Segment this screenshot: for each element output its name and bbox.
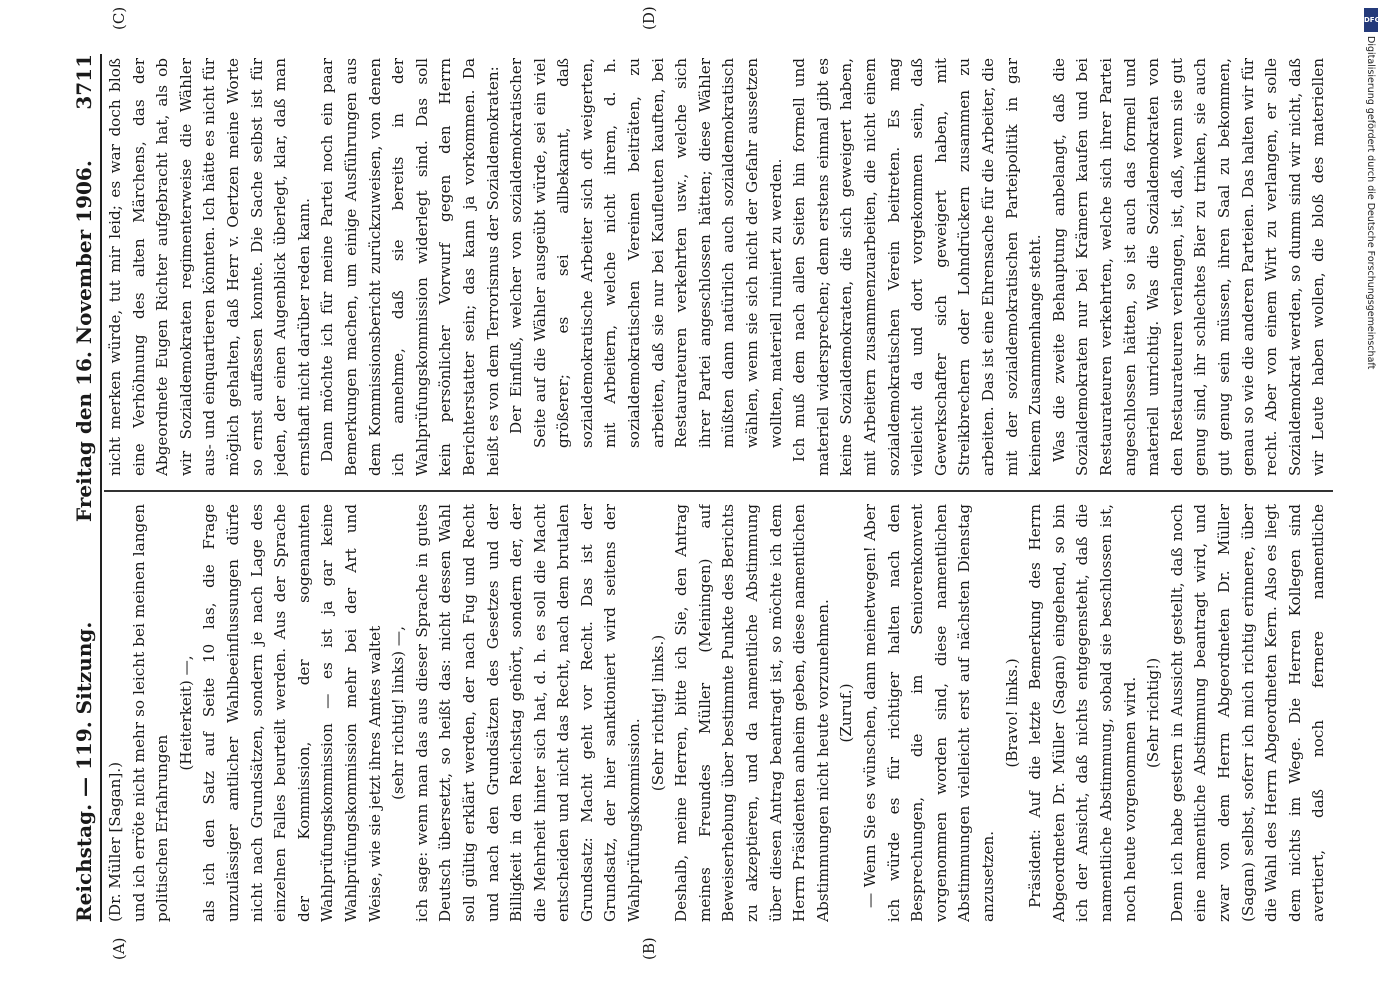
paragraph: Was die zweite Behauptung anbelangt, daß die Sozialdemokraten nur bei Krämern kaufen und bei Restaurateuren verkehrten, welche sich ihrer Partei angeschlossen hätten, so ist auch das formell und materiell unrichtig. Was die Sozialdemokraten von den Restaurateuren verlangen, ist, daß, wenn sie gut genug sind, ihr schlechtes Bier zu trinken, sie auch gut genug sein müssen, ihren Saal zu bekommen, genau so wie die anderen Parteien. Das halten wir für recht. Aber von einem Wirt zu verlangen, er solle Sozialdemokrat werden, so dumm sind wir nicht, daß wir Leute haben wollen, die bloß des materiellen — [1049, 58, 1328, 476]
header-rule — [100, 54, 102, 922]
interjection: (Sehr richtig! links.) — [648, 634, 667, 792]
column-divider — [104, 491, 1333, 493]
paragraph: — Wenn Sie es wünschen, dann meinetwegen! Aber ich würde es für richtiger halten nach den Besprechungen, die im Seniorenkonvent vorgenommen worden sind, diese namentlichen Abstimmungen vielleicht erst auf nächsten Dienstag anzusetzen. — [861, 504, 997, 922]
margin-mark-a: (A) — [110, 937, 128, 960]
dfg-logo: DFG — [1364, 8, 1378, 32]
interjection: (Zuruf.) — [837, 683, 856, 743]
interjection: (sehr richtig! links) —, — [389, 626, 408, 800]
header-date: Freitag den 16. November 1906. — [72, 160, 96, 522]
digitization-credit — [1362, 36, 1378, 736]
page-header — [72, 54, 96, 922]
paragraph: Deshalb, meine Herren, bitte ich Sie, den Antrag meines Freundes Müller (Meiningen) auf Beweiserhebung über bestimmte Punkte des Berichts zu akzeptieren, und da namentliche Abstimmung über diesen Antrag beantragt ist, so möchte ich dem Herrn Präsidenten anheim geben, diese namentlichen Abstimmungen nicht heute vorzunehmen. — [672, 504, 832, 922]
margin-mark-b: (B) — [640, 937, 658, 960]
page-number: 3711 — [72, 54, 96, 110]
margin-mark-d: (D) — [640, 6, 658, 30]
speaker-continuation: (Dr. Müller [Sagan].) — [106, 761, 124, 922]
margin-mark-c: (C) — [110, 6, 128, 30]
paragraph: nicht merken würde, tut mir leid; es war doch bloß eine Verhöhnung des alten Märchens, das der Abgeordnete Eugen Richter aufgebracht hat, als ob wir Sozialdemokraten regimenterweise die Wähler aus- und einquartieren könnten. Ich hätte es nicht für möglich gehalten, daß Herr v. Oertzen meine Worte so ernst auffassen konnte. Die Sache selbst ist für jeden, der einen Augenblick überlegt, klar, daß man ernsthaft nicht darüber reden kann. — [106, 58, 313, 476]
paragraph: Ich muß dem nach allen Seiten hin formell und materiell widersprechen; denn erstens einmal gibt es keine Sozialdemokraten, die sich geweigert haben, mit Arbeitern zusammenzuarbeiten, die nicht einem sozialdemokratischen Verein beitreten. Es mag vielleicht da und dort vorgekommen sein, daß Gewerkschafter sich geweigert haben, mit Streikbrechern oder Lohndrückern zusammen zu arbeiten. Das ist eine Ehrensache für die Arbeiter, die mit der sozialdemokratischen Parteipolitik in gar keinem Zusammenhange steht. — [790, 58, 1045, 476]
quoted-report: Der Einfluß, welcher von sozialdemokratischer Seite auf die Wähler ausgeübt würde, sei ein viel größerer; es sei allbekannt, daß sozialdemokratische Arbeiter sich oft weigerten, mit Arbeitern, welche nicht ihrem, d. h. sozialdemokratischen Vereinen beiträten, zu arbeiten, daß sie nur bei Kaufleuten kauften, bei Restaurateuren verkehrten usw., welche sich ihrer Partei angeschlossen hätten; diese Wähler müßten dann natürlich auch sozialdemokratisch wählen, wenn sie sich nicht der Gefahr aussetzen wollten, materiell ruiniert zu werden. — [507, 58, 785, 448]
paragraph: und ich erröte nicht mehr so leicht bei meinen langen politischen Erfahrungen — [129, 504, 172, 922]
text-column-right — [104, 58, 1333, 476]
paragraph: ich sage: wenn man das aus dieser Sprache in gutes Deutsch übersetzt, so heißt das: nicht dessen Wahl soll gültig erklärt werden, der nach Fug und Recht und nach den Grundsätzen des Gesetzes und der Billigkeit in den Reichstag gehört, sondern der, der die Mehrheit hinter sich hat, d. h. es soll die Macht entscheiden und nicht das Recht, nach dem brutalen Grundsatz: Macht geht vor Recht. Das ist der Grundsatz, der hier sanktioniert wird seitens der Wahlprüfungskommission. — [412, 504, 644, 922]
interjection: (Heiterkeit) —, — [176, 655, 195, 771]
interjection: (Bravo! links.) — [1002, 658, 1021, 768]
paragraph: als ich den Satz auf Seite 10 las, die Frage unzulässiger amtlicher Wahlbeeinflussungen dürfe nicht nach Grundsätzen, sondern je nach Lage des einzelnen Falles beurteilt werden. Aus der Sprache der Kommission, der sogenannten Wahlprüfungskommission — es ist ja gar keine Wahlprüfungskommission mehr bei der Art und Weise, wie sie jetzt ihres Amtes waltet — [200, 504, 384, 922]
paragraph: Denn ich habe gestern in Aussicht gestellt, daß noch eine namentliche Abstimmung beantragt wird, und zwar von dem Herrn Abgeordneten Dr. Müller (Sagan) selbst, soferr ich mich richtig erinnere, über die Wahl des Herrn Abgeordneten Kern. Also es liegt dem nichts im Wege. Die Herren Kollegen sind avertiert, daß noch fernere namentliche — [1167, 504, 1328, 922]
paragraph: Dann möchte ich für meine Partei noch ein paar Bemerkungen machen, um einige Ausführungen aus dem Kommissionsbericht zurückzuweisen, von denen ich annehme, daß sie bereits in der Wahlprüfungskommission widerlegt sind. Das soll kein persönlicher Vorwurf gegen den Herrn Berichterstatter sein; das kann ja vorkommen. Da heißt es von dem Terrorismus der Sozialdemokraten: — [318, 58, 502, 476]
president-statement: Präsident: Auf die letzte Bemerkung des Herrn Abgeordneten Dr. Müller (Sagan) eingehend, so bin ich der Ansicht, daß nichts entgegensteht, daß die namentliche Abstimmung, sobald sie beschlossen ist, noch heute vorgenommen wird. — [1026, 504, 1139, 922]
interjection: (Sehr richtig!) — [1144, 657, 1163, 769]
header-left: Reichstag. — 119. Sitzung. — [72, 621, 96, 922]
text-column-left — [104, 504, 1333, 922]
credit-text: Digitalisierung gefördert durch die Deutsche Forschungsgemeinschaft — [1365, 36, 1376, 370]
